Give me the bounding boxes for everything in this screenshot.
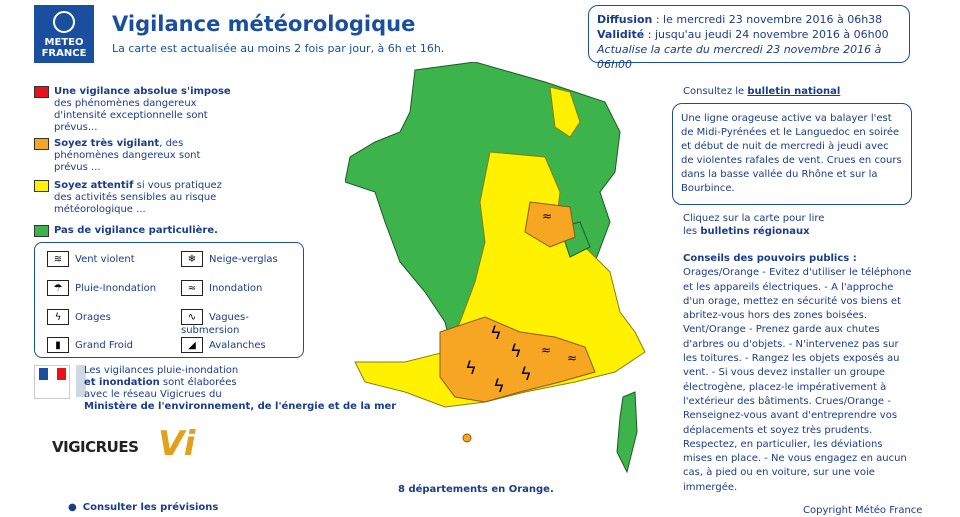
phenomenon-storms-label: Orages bbox=[75, 312, 111, 323]
phenomenon-wind-label: Vent violent bbox=[75, 254, 135, 265]
vigicrues-line4: Ministère de l'environnement, de l'énergie et de la mer bbox=[84, 401, 397, 412]
phenomenon-snow bbox=[181, 251, 278, 267]
rain-flood-icon: ☂ bbox=[47, 280, 69, 296]
advice-title: Conseils des pouvoirs publics : bbox=[683, 253, 857, 264]
legend-swatch-yellow bbox=[34, 180, 49, 192]
meteo-france-logo[interactable] bbox=[34, 5, 94, 63]
click-map-hint bbox=[683, 212, 824, 238]
logo-disc-icon bbox=[53, 11, 75, 33]
phenomenon-rain-flood bbox=[47, 280, 156, 296]
legend-orange bbox=[34, 138, 204, 174]
vigicrues-logo[interactable]: VIGICRUES bbox=[52, 438, 139, 456]
logo-text-line2: FRANCE bbox=[41, 48, 87, 59]
orange-count-text: 8 départements en Orange. bbox=[398, 484, 554, 495]
phenomenon-rain-flood-label: Pluie-Inondation bbox=[75, 283, 157, 294]
phenomenon-avalanche bbox=[181, 337, 266, 353]
phenomena-legend-box bbox=[34, 242, 304, 358]
wave-icon: ∿ bbox=[181, 309, 203, 325]
page-title: Vigilance météorologique bbox=[112, 12, 416, 36]
map-flood-icon: ≈ bbox=[542, 209, 553, 223]
phenomenon-flood bbox=[181, 280, 262, 296]
phenomenon-cold-label: Grand Froid bbox=[75, 340, 134, 351]
map-flood-icon: ≈ bbox=[541, 343, 552, 357]
page-subtitle: La carte est actualisée au moins 2 fois par jour, à 6h et 16h. bbox=[112, 42, 445, 55]
legend-yellow bbox=[34, 180, 234, 216]
legend-green bbox=[34, 225, 254, 237]
national-bulletin-link[interactable]: bulletin national bbox=[747, 86, 841, 97]
vigicrues-line1: Les vigilances pluie-inondation bbox=[84, 365, 239, 376]
phenomenon-cold bbox=[47, 337, 133, 353]
validity-label: Validité bbox=[597, 28, 645, 41]
copyright: Copyright Météo France bbox=[803, 505, 923, 516]
phenomenon-snow-label: Neige-verglas bbox=[209, 254, 278, 265]
weather-message-box bbox=[672, 103, 912, 205]
legend-red-title: Une vigilance absolue s'impose bbox=[54, 86, 231, 97]
vigicrues-line2-bold: et inondation bbox=[84, 377, 160, 388]
consult-prefix: Consultez le bbox=[683, 86, 748, 97]
map-lightning-icon: ϟ bbox=[490, 323, 502, 344]
map-lightning-icon: ϟ bbox=[520, 364, 532, 385]
legend-yellow-title: Soyez attentif bbox=[54, 180, 134, 191]
legend-red-desc: des phénomènes dangereux d'intensité exceptionnelle sont prévus... bbox=[54, 98, 208, 133]
phenomenon-wind bbox=[47, 251, 135, 267]
update-text: Actualise la carte du mercredi 23 novembre 2016 à 06h00 bbox=[597, 43, 882, 71]
logo-text-line1: METEO bbox=[44, 37, 84, 48]
map-andorra-dot bbox=[463, 434, 471, 442]
vi-logo[interactable]: Vi bbox=[158, 424, 196, 464]
diffusion-box bbox=[588, 5, 910, 71]
map-corsica bbox=[617, 392, 637, 472]
validity-value: : jusqu'au jeudi 24 novembre 2016 à 06h00 bbox=[644, 28, 889, 41]
public-advice bbox=[683, 252, 913, 495]
legend-swatch-orange bbox=[34, 138, 49, 150]
phenomenon-waves bbox=[181, 309, 303, 336]
advice-text: Orages/Orange - Evitez d'utiliser le téléphone et les appareils électriques. - A l'approche d'un orage, mettez en sécurité vos biens et abritez-vous hors des zones boisées. Vent/Orange - Prenez garde aux chutes d'arbres ou d'objets. - N'intervenez pas sur les toitures. - Rangez les objets exposés au vent. - Si vous devez installer un groupe électrogène, placez-le impérativement à l'extérieur des bâtiments. Crues/Orange - Renseignez-vous avant d'entreprendre vos déplacements et soyez très prudents. Respectez, en particulier, les déviations mises en place. - Ne vous engagez en aucun cas, à pied ou en voiture, sur une voie immergée. bbox=[683, 267, 912, 493]
weather-message-text: Une ligne orageuse active va balayer l'est de Midi-Pyrénées et le Languedoc en soirée et début de nuit de mercredi à jeudi avec de violentes rafales de vent. Crues en cours dans la basse vallée du Rhône et sur la Bourbince. bbox=[681, 113, 902, 194]
consult-forecasts-label: Consulter les prévisions bbox=[82, 502, 219, 513]
vigicrues-info bbox=[34, 365, 397, 412]
legend-green-title: Pas de vigilance particulière. bbox=[54, 225, 218, 236]
legend-swatch-green bbox=[34, 225, 49, 237]
map-lightning-icon: ϟ bbox=[493, 376, 505, 397]
thermometer-icon: ▮ bbox=[47, 337, 69, 353]
diffusion-label: Diffusion bbox=[597, 13, 653, 26]
consult-national bbox=[683, 85, 840, 98]
bullet-icon: ● bbox=[68, 502, 77, 513]
click-line2-prefix: les bbox=[683, 226, 701, 237]
diffusion-value: : le mercredi 23 novembre 2016 à 06h38 bbox=[652, 13, 883, 26]
legend-orange-title: Soyez très vigilant bbox=[54, 138, 160, 149]
snowflake-icon: ❄ bbox=[181, 251, 203, 267]
consult-forecasts-link[interactable] bbox=[68, 502, 218, 513]
flood-icon: ≈ bbox=[181, 280, 203, 296]
vigicrues-line2: sont élaborées bbox=[159, 377, 237, 388]
phenomenon-storms bbox=[47, 309, 111, 325]
legend-red bbox=[34, 86, 244, 134]
map-flood-icon: ≈ bbox=[567, 351, 578, 365]
lightning-icon: ϟ bbox=[47, 309, 69, 325]
phenomenon-flood-label: Inondation bbox=[209, 283, 263, 294]
click-line1: Cliquez sur la carte pour lire bbox=[683, 213, 825, 224]
phenomenon-waves-label: Vagues-submersion bbox=[181, 312, 249, 336]
avalanche-icon: ◢ bbox=[181, 337, 203, 353]
republique-francaise-flag-icon bbox=[34, 365, 70, 399]
wind-icon: ≋ bbox=[47, 251, 69, 267]
map-lightning-icon: ϟ bbox=[465, 358, 477, 379]
map-lightning-icon: ϟ bbox=[510, 341, 522, 362]
vigicrues-line3: avec le réseau Vigicrues du bbox=[84, 389, 222, 400]
france-vigilance-map[interactable] bbox=[345, 62, 665, 482]
regional-bulletins-link[interactable]: bulletins régionaux bbox=[700, 226, 810, 237]
phenomenon-avalanche-label: Avalanches bbox=[209, 340, 266, 351]
legend-orange-desc: , des phénomènes dangereux sont prévus ... bbox=[54, 138, 201, 173]
legend-swatch-red bbox=[34, 86, 49, 98]
legend-yellow-desc: si vous pratiquez des activités sensibles au risque météorologique ... bbox=[54, 180, 222, 215]
